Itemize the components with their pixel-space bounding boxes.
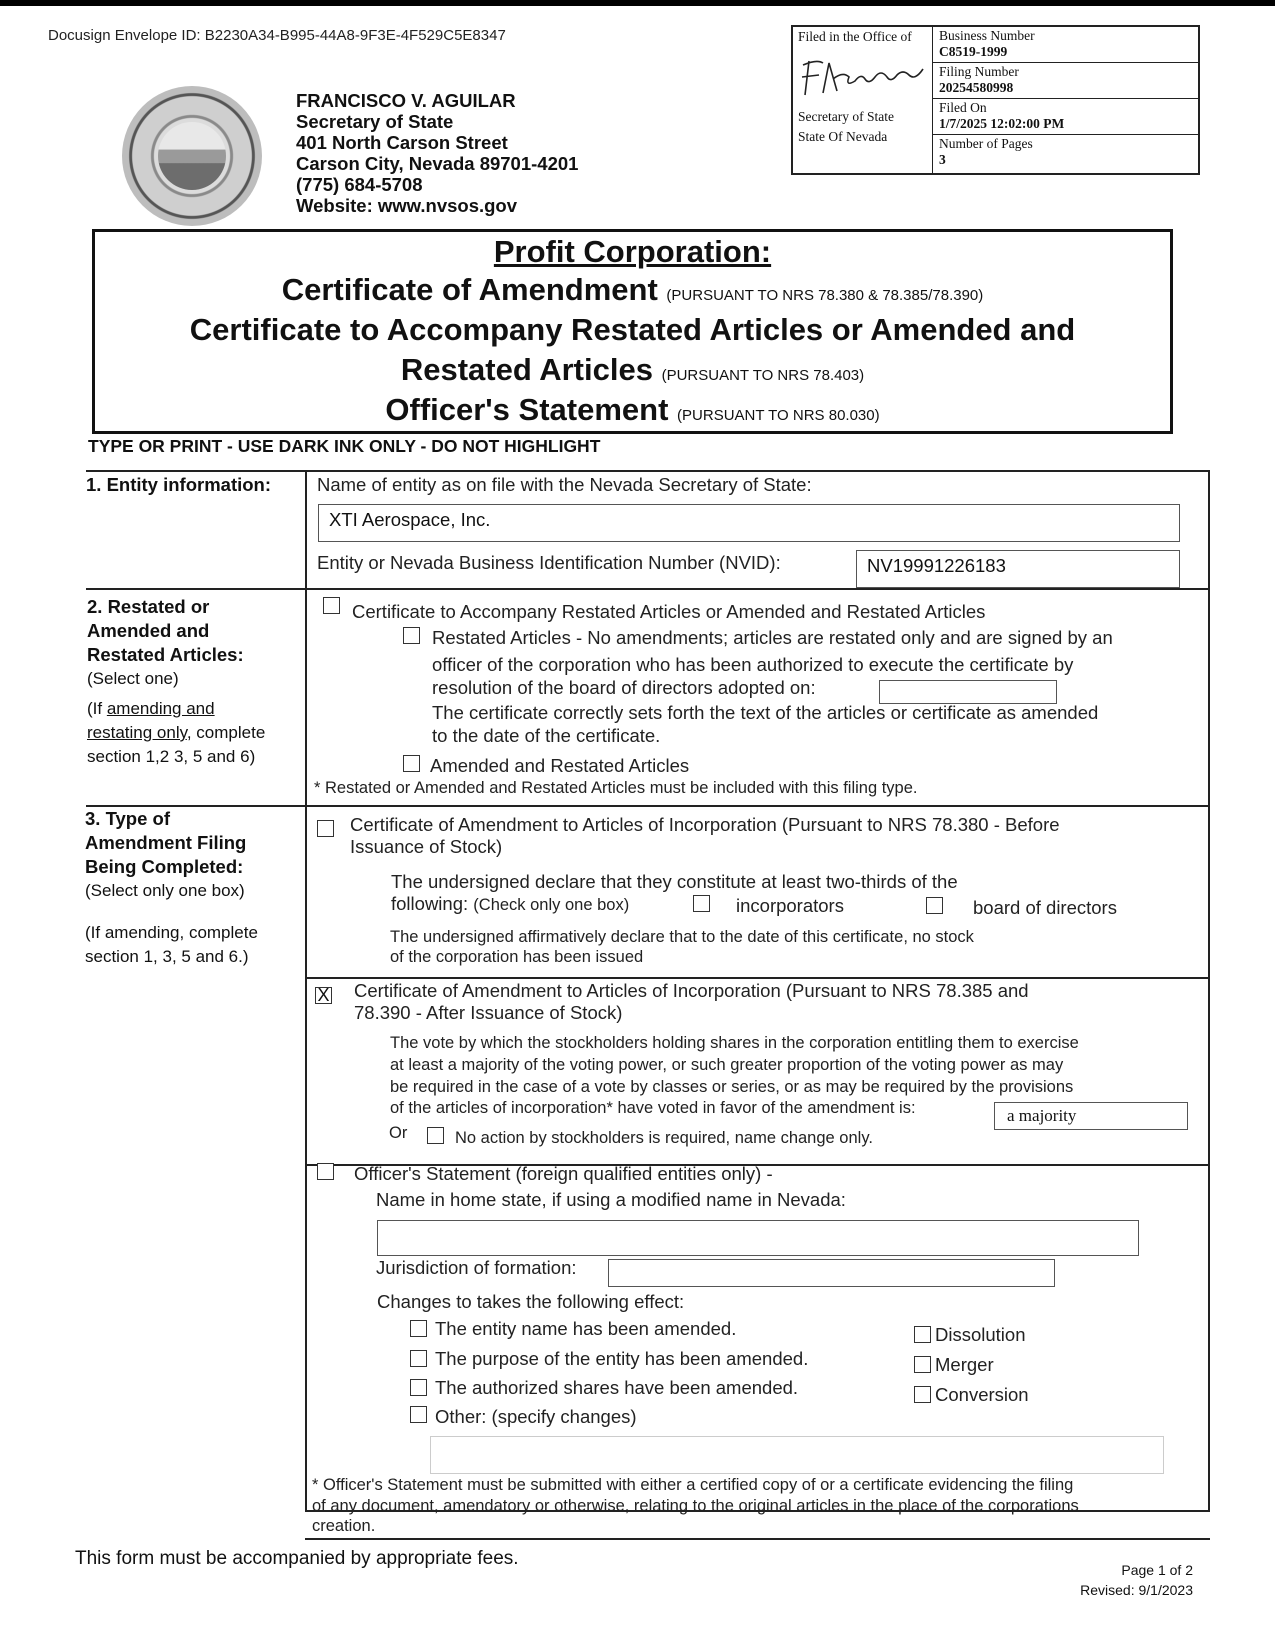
form-title: Profit Corporation:	[493, 234, 772, 269]
page-info	[1080, 1560, 1193, 1600]
board-checkbox[interactable]	[926, 897, 943, 914]
restated-articles-l2: officer of the corporation who has been authorized to execute the certificate by	[432, 654, 1074, 675]
restated-articles-l3: resolution of the board of directors adopted on:	[432, 677, 816, 698]
vote-l2: at least a majority of the voting power, or such greater proportion of the voting power as may	[390, 1056, 1064, 1074]
filed-on: 1/7/2025 12:02:00 PM	[939, 116, 1065, 131]
chg-purpose-label: The purpose of the entity has been amended.	[435, 1348, 809, 1369]
before-issuance-l1: Certificate of Amendment to Articles of Incorporation (Pursuant to NRS 78.380 - Before	[350, 814, 1060, 835]
officer-footnote-l3: creation.	[312, 1517, 376, 1535]
revised-date: Revised: 9/1/2023	[1080, 1582, 1193, 1598]
chg-other-label: Other: (specify changes)	[435, 1406, 637, 1427]
filing-stamp	[791, 25, 1200, 175]
merger-checkbox[interactable]	[914, 1356, 931, 1373]
chg-other-checkbox[interactable]	[410, 1406, 427, 1423]
title-line2: Certificate to Accompany Restated Articles or Amended and	[189, 312, 1076, 347]
vote-l4: of the articles of incorporation* have voted in favor of the amendment is:	[390, 1099, 916, 1117]
divider	[305, 1538, 1210, 1540]
office-name: FRANCISCO V. AGUILAR	[296, 90, 516, 111]
office-phone: (775) 684-5708	[296, 174, 423, 195]
title-line4: Officer's Statement (PURSUANT TO NRS 80.030)	[385, 392, 880, 427]
chg-purpose-checkbox[interactable]	[410, 1350, 427, 1367]
amended-restated-label: Amended and Restated Articles	[430, 755, 690, 776]
affirm-l1: The undersigned affirmatively declare that to the date of this certificate, no stock	[390, 928, 974, 946]
title-box	[92, 229, 1173, 434]
affirm-l2: of the corporation has been issued	[390, 948, 644, 966]
officer-footnote-l1: * Officer's Statement must be submitted with either a certified copy of or a certificate evidencing the filing	[312, 1476, 1074, 1494]
restated-articles-l1: Restated Articles - No amendments; articles are restated only and are signed by an	[432, 627, 1113, 648]
after-issuance-l2: 78.390 - After Issuance of Stock)	[354, 1002, 623, 1023]
other-changes-field[interactable]	[430, 1436, 1164, 1474]
office-street: 401 North Carson Street	[296, 132, 508, 153]
filing-number: 20254580998	[939, 80, 1014, 95]
office-address	[296, 90, 578, 216]
business-number: C8519-1999	[939, 44, 1008, 59]
jurisdiction-label: Jurisdiction of formation:	[376, 1257, 577, 1278]
page-number: Page 1 of 2	[1121, 1562, 1193, 1578]
declare-l1: The undersigned declare that they constitute at least two-thirds of the	[391, 871, 958, 892]
signature-icon	[799, 55, 929, 99]
conversion-checkbox[interactable]	[914, 1386, 931, 1403]
vote-l1: The vote by which the stockholders holding shares in the corporation entitling them to exercise	[390, 1034, 1079, 1052]
restated-articles-l4: The certificate correctly sets forth the text of the articles or certificate as amended	[432, 702, 1099, 723]
dissolution-label: Dissolution	[935, 1324, 1026, 1345]
restated-articles-l5: to the date of the certificate.	[432, 725, 661, 746]
fees-note: This form must be accompanied by appropriate fees.	[75, 1548, 519, 1569]
chg-name-checkbox[interactable]	[410, 1320, 427, 1337]
restated-articles-checkbox[interactable]	[403, 627, 420, 644]
section3-label: 3. Type of Amendment Filing Being Completed: (Select only one box) (If amending, complete section 1, 3, 5 and 6.)	[85, 808, 258, 966]
dissolution-checkbox[interactable]	[914, 1326, 931, 1343]
nevada-seal-logo	[122, 86, 262, 226]
divider	[86, 470, 1210, 472]
incorporators-checkbox[interactable]	[693, 895, 710, 912]
officer-statement-checkbox[interactable]	[317, 1163, 334, 1180]
nvid-value: NV19991226183	[867, 555, 1006, 576]
nvid-label: Entity or Nevada Business Identification Number (NVID):	[317, 552, 781, 573]
divider	[86, 588, 1210, 590]
office-title: Secretary of State	[296, 111, 454, 132]
or-label: Or	[389, 1124, 408, 1142]
jurisdiction-field[interactable]	[608, 1259, 1055, 1287]
business-number-label: Business Number	[939, 28, 1035, 43]
filed-on-label: Filed On	[939, 100, 987, 115]
vote-field[interactable]	[994, 1102, 1188, 1130]
no-action-checkbox[interactable]	[427, 1127, 444, 1144]
board-label: board of directors	[973, 897, 1117, 918]
entity-name-field[interactable]	[318, 504, 1180, 542]
entity-name-value: XTI Aerospace, Inc.	[329, 509, 491, 530]
chg-name-label: The entity name has been amended.	[435, 1318, 737, 1339]
envelope-id: Docusign Envelope ID: B2230A34-B995-44A8-9F3E-4F529C5E8347	[48, 27, 506, 44]
section2-label: 2. Restated or Amended and Restated Articles: (Select one) (If amending and restating only, complete section 1,2 3, 5 and 6)	[87, 596, 266, 766]
secretary-line2: State Of Nevada	[798, 129, 888, 144]
before-issuance-l2: Issuance of Stock)	[350, 836, 503, 857]
pages-count: 3	[939, 152, 946, 167]
title-line3: Restated Articles (PURSUANT TO NRS 78.403)	[400, 352, 865, 387]
vote-value: a majority	[1007, 1106, 1077, 1125]
filing-number-label: Filing Number	[939, 64, 1019, 79]
section2-footnote: * Restated or Amended and Restated Articles must be included with this filing type.	[314, 779, 918, 797]
right-border	[1208, 470, 1210, 1510]
nvid-field[interactable]	[856, 550, 1180, 588]
officer-statement-l1: Officer's Statement (foreign qualified entities only) -	[354, 1163, 773, 1184]
instructions: TYPE OR PRINT - USE DARK INK ONLY - DO NOT HIGHLIGHT	[88, 436, 601, 456]
no-action-label: No action by stockholders is required, name change only.	[455, 1129, 873, 1147]
divider	[305, 977, 1210, 979]
changes-label: Changes to takes the following effect:	[377, 1291, 685, 1312]
merger-label: Merger	[935, 1354, 994, 1375]
declare-l2: following: (Check only one box)	[391, 893, 630, 914]
office-city: Carson City, Nevada 89701-4201	[296, 153, 579, 174]
before-issuance-checkbox[interactable]	[317, 820, 334, 837]
restated-certificate-checkbox[interactable]	[323, 597, 340, 614]
secretary-line1: Secretary of State	[798, 109, 894, 124]
officer-footnote-l2: of any document, amendatory or otherwise, relating to the original articles in the place of the corporations	[312, 1497, 1079, 1515]
title-line1: Certificate of Amendment (PURSUANT TO NRS 78.380 & 78.385/78.390)	[281, 272, 984, 307]
office-website: Website: www.nvsos.gov	[296, 195, 518, 216]
chg-shares-label: The authorized shares have been amended.	[435, 1377, 799, 1398]
officer-statement-l2: Name in home state, if using a modified name in Nevada:	[376, 1189, 846, 1210]
chg-shares-checkbox[interactable]	[410, 1379, 427, 1396]
after-issuance-checkbox[interactable]: X	[315, 987, 332, 1004]
pages-label: Number of Pages	[939, 136, 1033, 151]
entity-name-label: Name of entity as on file with the Nevada Secretary of State:	[317, 474, 812, 495]
section1-label: 1. Entity information:	[86, 474, 271, 495]
filed-in-label: Filed in the Office of	[798, 29, 912, 44]
incorporators-label: incorporators	[736, 895, 844, 916]
after-issuance-l1: Certificate of Amendment to Articles of Incorporation (Pursuant to NRS 78.385 and	[354, 980, 1029, 1001]
conversion-label: Conversion	[935, 1384, 1029, 1405]
restated-certificate-label: Certificate to Accompany Restated Articles or Amended and Restated Articles	[352, 601, 986, 622]
home-state-name-field[interactable]	[377, 1220, 1139, 1256]
page-top-border	[0, 0, 1275, 6]
amended-restated-checkbox[interactable]	[403, 755, 420, 772]
vote-l3: be required in the case of a vote by classes or series, or as may be required by the provisions	[390, 1078, 1074, 1096]
adopted-on-field[interactable]	[879, 680, 1057, 704]
column-divider	[305, 470, 307, 1512]
